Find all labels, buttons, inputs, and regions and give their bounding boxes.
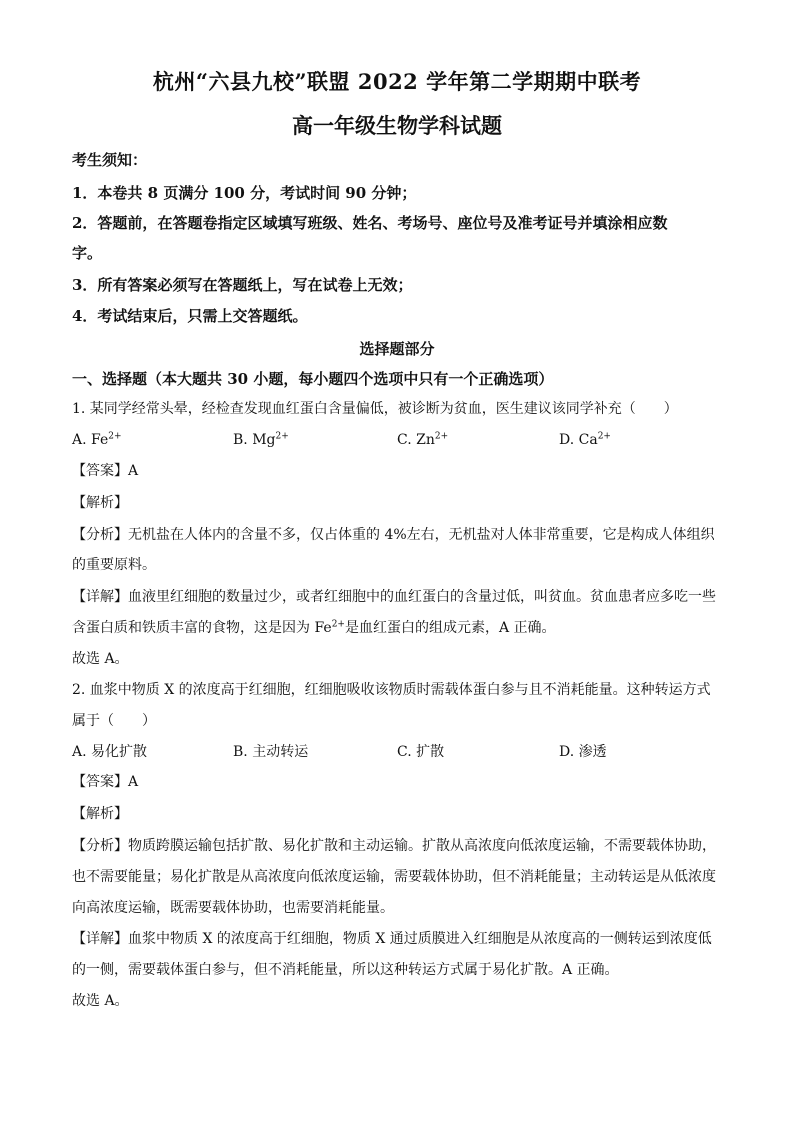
part-title: 选择题部分 [359, 340, 435, 358]
notice-item: 4．考试结束后，只需上交答题纸。 [72, 307, 308, 325]
option-c: C. $Zn^{2+}$ [397, 431, 449, 448]
analysis-text: 的重要原料。 [72, 557, 156, 573]
option-b: B. $Mg^{2+}$ [233, 431, 289, 448]
conclusion-text: 故选 A。 [72, 993, 129, 1009]
conclusion-text: 故选 A。 [72, 651, 129, 667]
analysis-text: 向高浓度运输，既需要载体协助，也需要消耗能量。 [72, 900, 394, 916]
option-b: B. 主动转运 [233, 744, 309, 760]
answer-label: 【答案】A [72, 463, 139, 479]
explanation-text: 【详解】血液里红细胞的数量过少，或者红细胞中的血红蛋白的含量过低，叫贫血。贫血患者应多吃一些 [72, 589, 716, 605]
option-d: D. $Ca^{2+}$ [559, 431, 611, 448]
option-d: D. 渗透 [559, 744, 607, 760]
analysis-text: 【分析】物质跨膜运输包括扩散、易化扩散和主动运输。扩散从高浓度向低浓度运输，不需要载体协助， [72, 838, 716, 854]
question-stem: 属于（ ） [72, 713, 156, 729]
notice-heading: 考生须知： [72, 151, 148, 169]
analysis-text: 也不需要能量；易化扩散是从高浓度向低浓度运输，需要载体协助，但不消耗能量；主动转运是从低浓度 [72, 869, 716, 885]
question-stem: 2. 血浆中物质 X 的浓度高于红细胞，红细胞吸收该物质时需载体蛋白参与且不消耗能量。这种转运方式 [72, 682, 711, 698]
analysis-label: 【解析】 [72, 495, 128, 511]
exam-title: 杭州“六县九校”联盟 2022 学年第二学期期中联考 [152, 69, 642, 94]
option-c: C. 扩散 [397, 744, 445, 760]
section-heading: 一、选择题（本大题共 30 小题，每小题四个选项中只有一个正确选项） [72, 370, 554, 388]
question-stem: 1. 某同学经常头晕，经检查发现血红蛋白含量偏低，被诊断为贫血，医生建议该同学补充（ ） [72, 401, 678, 417]
notice-item: 字。 [72, 244, 103, 262]
exam-subtitle: 高一年级生物学科试题 [292, 113, 502, 138]
analysis-text: 【分析】无机盐在人体内的含量不多，仅占体重的 4%左右，无机盐对人体非常重要，它是构成人体组织 [72, 527, 715, 543]
notice-item: 1．本卷共 8 页满分 100 分，考试时间 90 分钟； [72, 184, 417, 202]
explanation-text: 的一侧，需要载体蛋白参与，但不消耗能量，所以这种转运方式属于易化扩散。A 正确。 [72, 962, 619, 978]
answer-label: 【答案】A [72, 774, 139, 790]
notice-item: 2．答题前，在答题卷指定区域填写班级、姓名、考场号、座位号及准考证号并填涂相应数 [72, 214, 668, 232]
option-a: A. 易化扩散 [72, 744, 148, 760]
analysis-label: 【解析】 [72, 806, 128, 822]
notice-item: 3．所有答案必须写在答题纸上，写在试卷上无效； [72, 276, 413, 294]
explanation-text: 含蛋白质和铁质丰富的食物，这是因为 $Fe^{2+}$是血红蛋白的组成元素，A 正确。 [72, 619, 556, 636]
explanation-text: 【详解】血浆中物质 X 的浓度高于红细胞，物质 X 通过质膜进入红细胞是从浓度高的一侧转运到浓度低 [72, 931, 712, 947]
option-a: A. $Fe^{2+}$ [72, 431, 122, 448]
